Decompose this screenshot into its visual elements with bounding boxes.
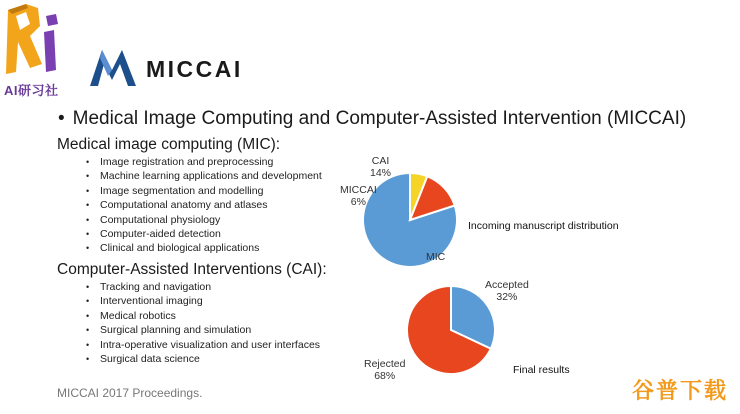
mic-topic-item: • Image segmentation and modelling xyxy=(86,184,322,198)
mic-topic-item: • Machine learning applications and development xyxy=(86,169,322,183)
ri-logo-icon xyxy=(4,2,68,78)
pie2-label-accepted xyxy=(485,279,529,303)
pie1-miccai-name: MICCAI xyxy=(340,184,377,196)
pie2-label-rejected xyxy=(364,358,405,382)
pie2-accepted-value: 32% xyxy=(496,291,518,303)
mic-topic-item: • Computational physiology xyxy=(86,213,322,227)
final-results-pie xyxy=(406,285,496,375)
cai-topic-item: • Intra-operative visualization and user interfaces xyxy=(86,338,320,352)
mic-topic-list xyxy=(86,155,322,256)
pie2-rejected-value: 68% xyxy=(374,370,396,382)
cai-topic-item: • Interventional imaging xyxy=(86,294,320,308)
pie2-accepted-name: Accepted xyxy=(485,279,529,291)
pie1-label-mic: MIC xyxy=(426,251,446,263)
pie1-miccai-value: 6% xyxy=(350,196,366,208)
title-bullet: • xyxy=(58,108,65,129)
cai-topic-item: • Surgical planning and simulation xyxy=(86,323,320,337)
cai-topic-item: • Tracking and navigation xyxy=(86,280,320,294)
page-title xyxy=(58,108,686,130)
footer-source: MICCAI 2017 Proceedings. xyxy=(57,386,203,400)
pie1-caption: Incoming manuscript distribution xyxy=(468,220,619,232)
watermark: 谷普下载 xyxy=(631,379,728,404)
pie1-cai-name: CAI xyxy=(371,155,390,167)
mic-topic-item: • Image registration and preprocessing xyxy=(86,155,322,169)
mic-topic-item: • Computational anatomy and atlases xyxy=(86,198,322,212)
miccai-wordmark: MICCAI xyxy=(146,56,243,82)
pie1-label-cai xyxy=(370,155,391,179)
brand-text: AI研习社 xyxy=(4,83,59,98)
mic-topic-item: • Clinical and biological applications xyxy=(86,241,322,255)
mic-topic-item: • Computer-aided detection xyxy=(86,227,322,241)
pie2-rejected-name: Rejected xyxy=(364,358,406,370)
pie2-caption: Final results xyxy=(513,364,570,376)
title-text: Medical Image Computing and Computer-Assisted Intervention (MICCAI) xyxy=(72,108,687,129)
cai-topic-item: • Medical robotics xyxy=(86,309,320,323)
pie1-label-miccai xyxy=(340,184,377,208)
pie1-cai-value: 14% xyxy=(370,167,392,179)
cai-section-title: Computer-Assisted Interventions (CAI): xyxy=(57,261,327,278)
cai-topic-list xyxy=(86,280,320,366)
mic-section-title: Medical image computing (MIC): xyxy=(57,136,281,153)
cai-topic-item: • Surgical data science xyxy=(86,352,320,366)
miccai-m-icon xyxy=(88,46,140,90)
